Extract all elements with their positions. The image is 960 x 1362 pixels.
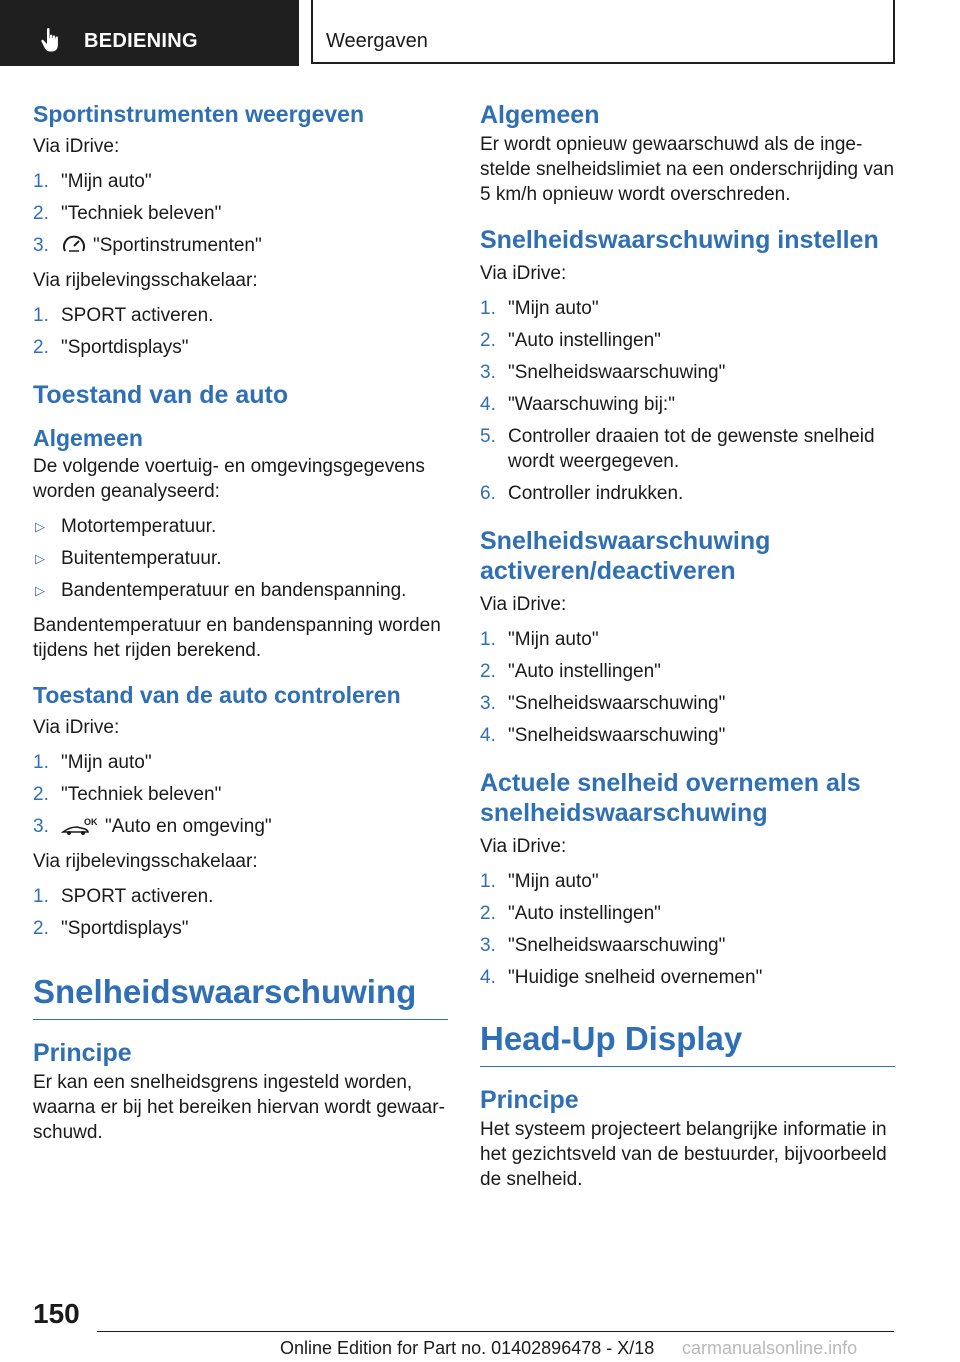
list-item: ▷ Motortemperatuur.	[35, 516, 217, 537]
list-item: 1. "Mijn auto"	[480, 298, 599, 319]
list-item: 3. "Snelheidswaarschuwing"	[480, 935, 726, 956]
list-item: 2. "Techniek beleven"	[33, 784, 222, 805]
list-item: 2. "Sportdisplays"	[33, 918, 189, 939]
top-bar	[0, 0, 960, 66]
section-tab	[0, 0, 299, 66]
page-number: 150	[33, 1298, 80, 1329]
list-item: 1. SPORT activeren.	[33, 886, 214, 907]
list-item: 4. "Huidige snelheid overnemen"	[480, 967, 763, 988]
list-item: 1. "Mijn auto"	[480, 629, 599, 650]
instellen-steps	[480, 296, 895, 506]
algemeen-heading: Algemeen	[33, 425, 143, 451]
toestand-switch-steps	[33, 884, 448, 941]
list-item: 4. "Snelheidswaarschuwing"	[480, 725, 726, 746]
controleren-heading: Toestand van de auto controleren	[33, 682, 401, 708]
list-item: 6. Controller indrukken.	[480, 483, 684, 504]
sport-switch-steps	[33, 303, 448, 360]
list-item: 2. "Auto instellingen"	[480, 330, 661, 351]
footer-divider	[97, 1331, 894, 1332]
car-ok-icon	[61, 816, 99, 836]
list-item: 3. OK "Auto en omgeving"	[33, 816, 272, 837]
left-column	[33, 100, 448, 1155]
list-item: 1. SPORT activeren.	[33, 305, 214, 326]
chapter-label: Weergaven	[326, 30, 428, 52]
via-idrive-label: Via iDrive:	[33, 717, 120, 738]
list-item: 3. "Sportinstrumenten"	[33, 235, 262, 256]
via-idrive-label: Via iDrive:	[33, 136, 120, 157]
list-item: 1. "Mijn auto"	[480, 871, 599, 892]
principe-heading: Principe	[480, 1086, 579, 1114]
list-item: 3. "Snelheidswaarschuwing"	[480, 362, 726, 383]
list-item: 1. "Mijn auto"	[33, 752, 152, 773]
right-column	[480, 100, 895, 1202]
toestand-steps	[33, 750, 448, 839]
via-switch-label: Via rijbelevingsschakelaar:	[33, 270, 258, 291]
overnemen-heading: Actuele snelheid overnemen als snelheidswaarschuwing	[480, 769, 861, 827]
list-item: 2. "Techniek beleven"	[33, 203, 222, 224]
data-bullets	[33, 514, 448, 603]
list-item: 5. Controller draaien tot de gewenste snelheid wordt weergegeven.	[480, 426, 875, 472]
principe-heading: Principe	[33, 1039, 132, 1067]
snelheid-heading: Snelheidswaarschuwing	[33, 971, 448, 1020]
list-item: ▷ Buitentemperatuur.	[35, 548, 222, 569]
list-item: 3. "Snelheidswaarschuwing"	[480, 693, 726, 714]
sport-heading: Sportinstrumenten weergeven	[33, 101, 365, 127]
edition-text: Online Edition for Part no. 01402896478 - X/18	[280, 1338, 655, 1358]
list-item: 2. "Sportdisplays"	[33, 337, 189, 358]
activeren-heading: Snelheidswaarschuwing activeren/deactiveren	[480, 527, 771, 585]
via-idrive-label: Via iDrive:	[480, 594, 567, 615]
algemeen-heading: Algemeen	[480, 101, 600, 129]
principe-text: Er kan een snelheidsgrens ingesteld worden, waarna er bij het bereiken hiervan wordt gewaarschuwd.	[33, 1072, 445, 1143]
toestand-heading: Toestand van de auto	[33, 381, 289, 409]
overnemen-steps	[480, 869, 895, 990]
activeren-steps	[480, 627, 895, 748]
toestand-note: Bandentemperatuur en bandenspanning worden tijdens het rijden berekend.	[33, 615, 441, 661]
via-switch-label: Via rijbelevingsschakelaar:	[33, 851, 258, 872]
via-idrive-label: Via iDrive:	[480, 263, 567, 284]
chapter-tab	[311, 0, 895, 64]
watermark: carmanualsonline.info	[682, 1338, 858, 1358]
instellen-heading: Snelheidswaarschuwing instellen	[480, 226, 879, 254]
list-item: 4. "Waarschuwing bij:"	[480, 394, 675, 415]
principe-text: Het systeem projecteert belangrijke informatie in het gezichtsveld van de bestuurder, bijvoorbeeld de snelheid.	[480, 1119, 887, 1190]
sport-steps	[33, 169, 448, 258]
algemeen-text: Er wordt opnieuw gewaarschuwd als de ingestelde snelheidslimiet na een onderschrijding van 5 km/h opnieuw wordt overschreden.	[480, 134, 895, 205]
via-idrive-label: Via iDrive:	[480, 836, 567, 857]
gauge-icon	[61, 235, 87, 255]
hand-pointer-icon	[40, 27, 64, 53]
list-item: 2. "Auto instellingen"	[480, 903, 661, 924]
section-label: BEDIENING	[84, 30, 198, 52]
hud-heading: Head-Up Display	[480, 1018, 895, 1067]
list-item: 1. "Mijn auto"	[33, 171, 152, 192]
svg-text:OK: OK	[84, 817, 98, 827]
list-item: ▷ Bandentemperatuur en bandenspanning.	[35, 580, 407, 601]
algemeen-text: De volgende voertuig- en omgevingsgegevens worden geanalyseerd:	[33, 456, 425, 502]
list-item: 2. "Auto instellingen"	[480, 661, 661, 682]
